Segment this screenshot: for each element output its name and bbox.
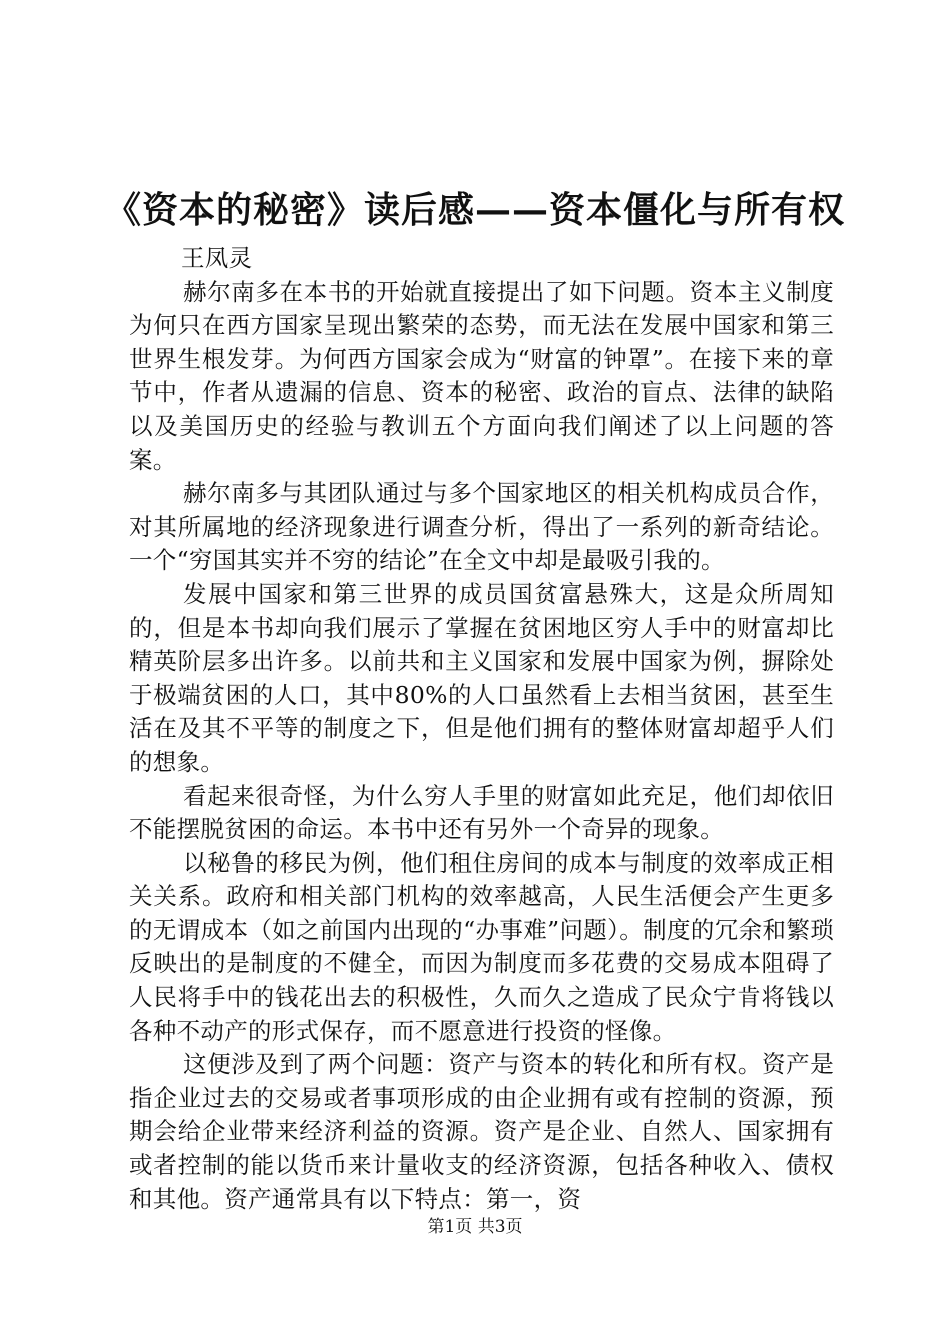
paragraph: 赫尔南多与其团队通过与多个国家地区的相关机构成员合作，对其所属地的经济现象进行调查分析，得出了一系列的新奇结论。一个“穷国其实并不穷的结论”在全文中却是最吸引我的。 — [129, 479, 834, 575]
paragraph: 以秘鲁的移民为例，他们租住房间的成本与制度的效率成正相关关系。政府和相关部门机构的效率越高，人民生活便会产生更多的无谓成本（如之前国内出现的“办事难”问题）。制度的冗余和繁琐反映出的是制度的不健全，而因为制度而多花费的交易成本阻碍了人民将手中的钱花出去的积极性，久而久之造成了民众宁肯将钱以各种不动产的形式保存，而不愿意进行投资的怪像。 — [129, 848, 834, 1045]
paragraph: 这便涉及到了两个问题：资产与资本的转化和所有权。资产是指企业过去的交易或者事项形成的由企业拥有或有控制的资源，预期会给企业带来经济利益的资源。资产是企业、自然人、国家拥有或者控制的能以货币来计量收支的经济资源，包括各种收入、债权和其他。资产通常具有以下特点：第一，资 — [129, 1050, 834, 1213]
paragraph: 赫尔南多在本书的开始就直接提出了如下问题。资本主义制度为何只在西方国家呈现出繁荣的态势，而无法在发展中国家和第三世界生根发芽。为何西方国家会成为“财富的钟罩”。在接下来的章节中，作者从遗漏的信息、资本的秘密、政治的盲点、法律的缺陷以及美国历史的经验与教训五个方面向我们阐述了以上问题的答案。 — [129, 277, 834, 474]
author-name: 王凤灵 — [181, 244, 253, 272]
document-title: 《资本的秘密》读后感——资本僵化与所有权 — [104, 189, 845, 231]
paragraph: 发展中国家和第三世界的成员国贫富悬殊大，这是众所周知的，但是本书却向我们展示了掌握在贫困地区穷人手中的财富却比精英阶层多出许多。以前共和主义国家和发展中国家为例，摒除处于极端贫困的人口，其中80%的人口虽然看上去相当贫困，甚至生活在及其不平等的制度之下，但是他们拥有的整体财富却超乎人们的想象。 — [129, 579, 834, 776]
page-number-footer: 第1页 共3页 — [427, 1217, 523, 1237]
document-body — [129, 242, 834, 1216]
paragraph: 看起来很奇怪，为什么穷人手里的财富如此充足，他们却依旧不能摆脱贫困的命运。本书中还有另外一个奇异的现象。 — [129, 781, 834, 844]
